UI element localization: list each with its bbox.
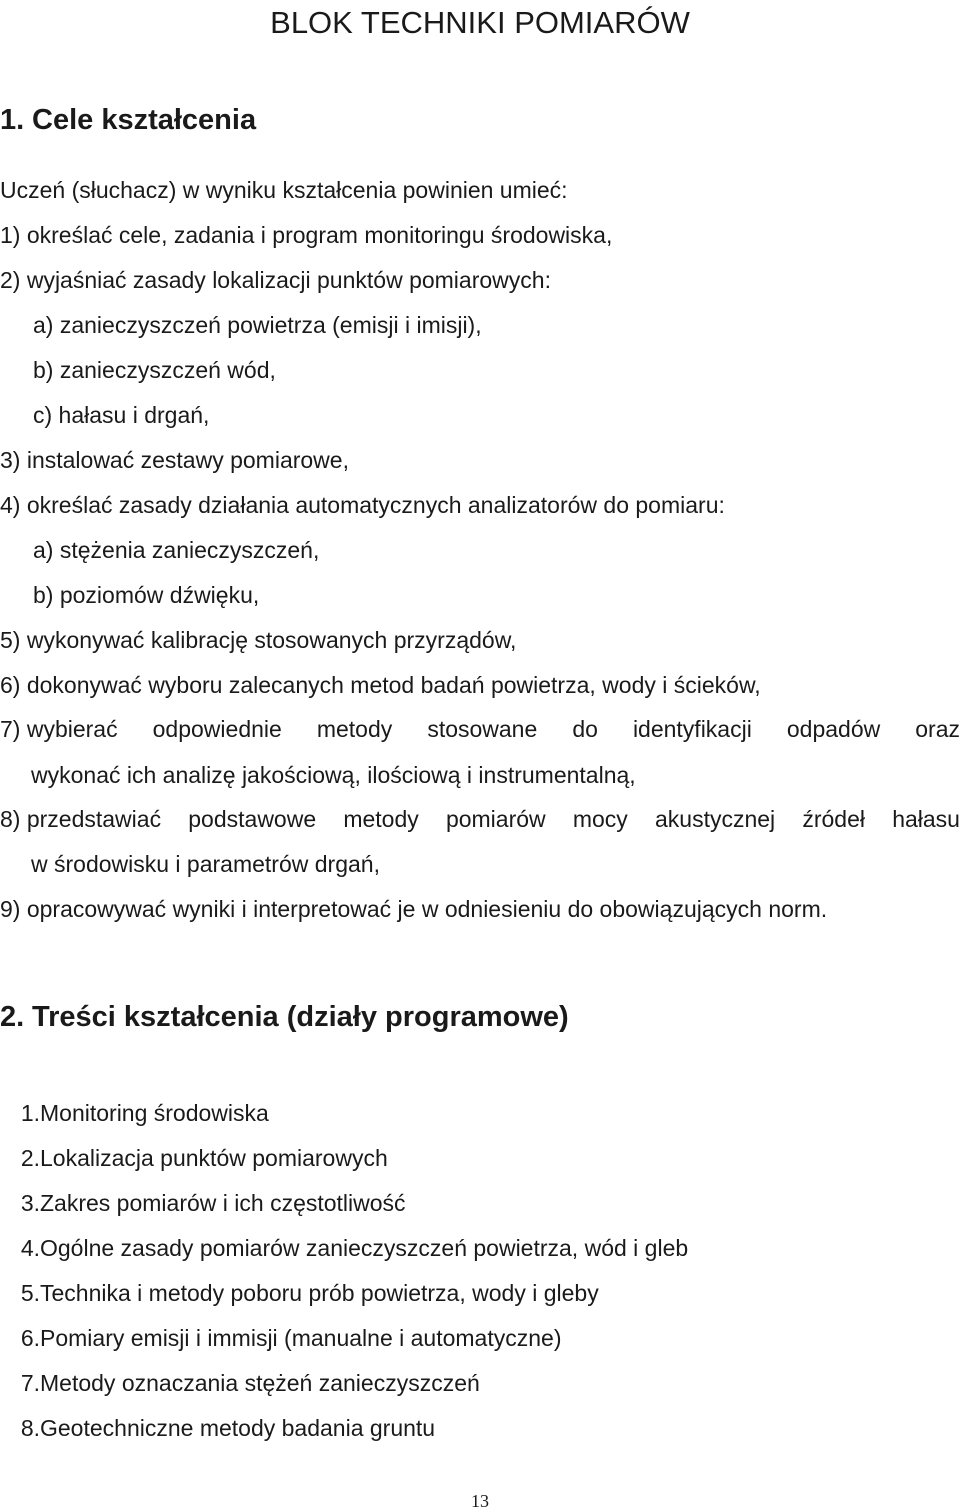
goal-2a: a) zanieczyszczeń powietrza (emisji i imisji),: [33, 312, 482, 338]
goal-8-word: źródeł: [802, 806, 865, 832]
section-2-number: 2.: [0, 1001, 25, 1033]
page-number: 13: [471, 1491, 489, 1511]
page-title: BLOK TECHNIKI POMIARÓW: [270, 5, 690, 40]
content-item-number: 3.: [20, 1190, 40, 1216]
section-2-title: Treści kształcenia (działy programowe): [32, 1001, 569, 1033]
content-item-7: [0, 1369, 480, 1397]
content-item-8: [0, 1414, 435, 1442]
goal-8-word: mocy: [572, 806, 628, 832]
content-item-1: [0, 1099, 269, 1127]
content-item-3: [0, 1189, 406, 1217]
content-item-number: 2.: [20, 1145, 40, 1171]
content-item-6: [0, 1324, 561, 1352]
goal-2c: c) hałasu i drgań,: [33, 402, 210, 428]
content-item-4: [0, 1234, 688, 1262]
goal-7-word: identyfikacji: [632, 716, 752, 742]
content-item-text: Metody oznaczania stężeń zanieczyszczeń: [40, 1370, 480, 1396]
content-item-text: Ogólne zasady pomiarów zanieczyszczeń powietrza, wód i gleb: [40, 1235, 689, 1261]
goal-7-line-1: [0, 715, 960, 743]
goal-8-word: 8) przedstawiać: [0, 806, 162, 832]
goal-8-word: hałasu: [892, 806, 960, 832]
section-1-number: 1.: [0, 104, 25, 136]
goal-4b: b) poziomów dźwięku,: [33, 582, 260, 608]
content-item-number: 1.: [20, 1100, 40, 1126]
content-item-text: Lokalizacja punktów pomiarowych: [40, 1145, 388, 1171]
content-item-number: 6.: [20, 1325, 40, 1351]
content-item-text: Monitoring środowiska: [40, 1100, 269, 1126]
goal-4: 4) określać zasady działania automatycznych analizatorów do pomiaru:: [0, 492, 725, 518]
goal-8-word: podstawowe: [188, 806, 317, 832]
goal-7-word: stosowane: [427, 716, 538, 742]
content-item-5: [0, 1279, 599, 1307]
section-1-title: Cele kształcenia: [32, 104, 257, 136]
goal-7-word: metody: [316, 716, 393, 742]
content-item-text: Zakres pomiarów i ich częstotliwość: [40, 1190, 406, 1216]
content-item-number: 5.: [20, 1280, 40, 1306]
goal-7-line-2: wykonać ich analizę jakościową, ilościową i instrumentalną,: [31, 762, 636, 788]
content-item-2: [0, 1144, 388, 1172]
goal-4a: a) stężenia zanieczyszczeń,: [33, 537, 320, 563]
goal-8-line-1: [0, 805, 960, 833]
goal-7-word: do: [572, 716, 598, 742]
content-item-number: 7.: [20, 1370, 40, 1396]
content-item-text: Technika i metody poboru prób powietrza, wody i gleby: [40, 1280, 599, 1306]
goal-7-word: oraz: [915, 716, 960, 742]
goal-7-word: odpowiednie: [152, 716, 282, 742]
goal-9: 9) opracowywać wyniki i interpretować je w odniesieniu do obowiązujących norm.: [0, 896, 828, 922]
goal-8-word: pomiarów: [445, 806, 546, 832]
goal-1: 1) określać cele, zadania i program monitoringu środowiska,: [0, 222, 613, 248]
goal-8-word: akustycznej: [654, 806, 776, 832]
content-item-text: Pomiary emisji i immisji (manualne i automatyczne): [40, 1325, 562, 1351]
goal-6: 6) dokonywać wyboru zalecanych metod badań powietrza, wody i ścieków,: [0, 672, 761, 698]
goal-2: 2) wyjaśniać zasady lokalizacji punktów pomiarowych:: [0, 267, 551, 293]
goal-8-line-2: w środowisku i parametrów drgań,: [31, 851, 380, 877]
goal-3: 3) instalować zestawy pomiarowe,: [0, 447, 349, 473]
goal-7-word: odpadów: [786, 716, 881, 742]
goal-7-word: 7) wybierać: [0, 716, 118, 742]
section-2-heading: [0, 999, 569, 1035]
content-item-text: Geotechniczne metody badania gruntu: [40, 1415, 436, 1441]
section-1-heading: [0, 102, 256, 138]
content-item-number: 8.: [20, 1415, 40, 1441]
content-item-number: 4.: [20, 1235, 40, 1261]
goal-2b: b) zanieczyszczeń wód,: [33, 357, 276, 383]
intro-text: Uczeń (słuchacz) w wyniku kształcenia powinien umieć:: [0, 177, 568, 203]
goal-8-word: metody: [343, 806, 419, 832]
goal-5: 5) wykonywać kalibrację stosowanych przyrządów,: [0, 627, 517, 653]
